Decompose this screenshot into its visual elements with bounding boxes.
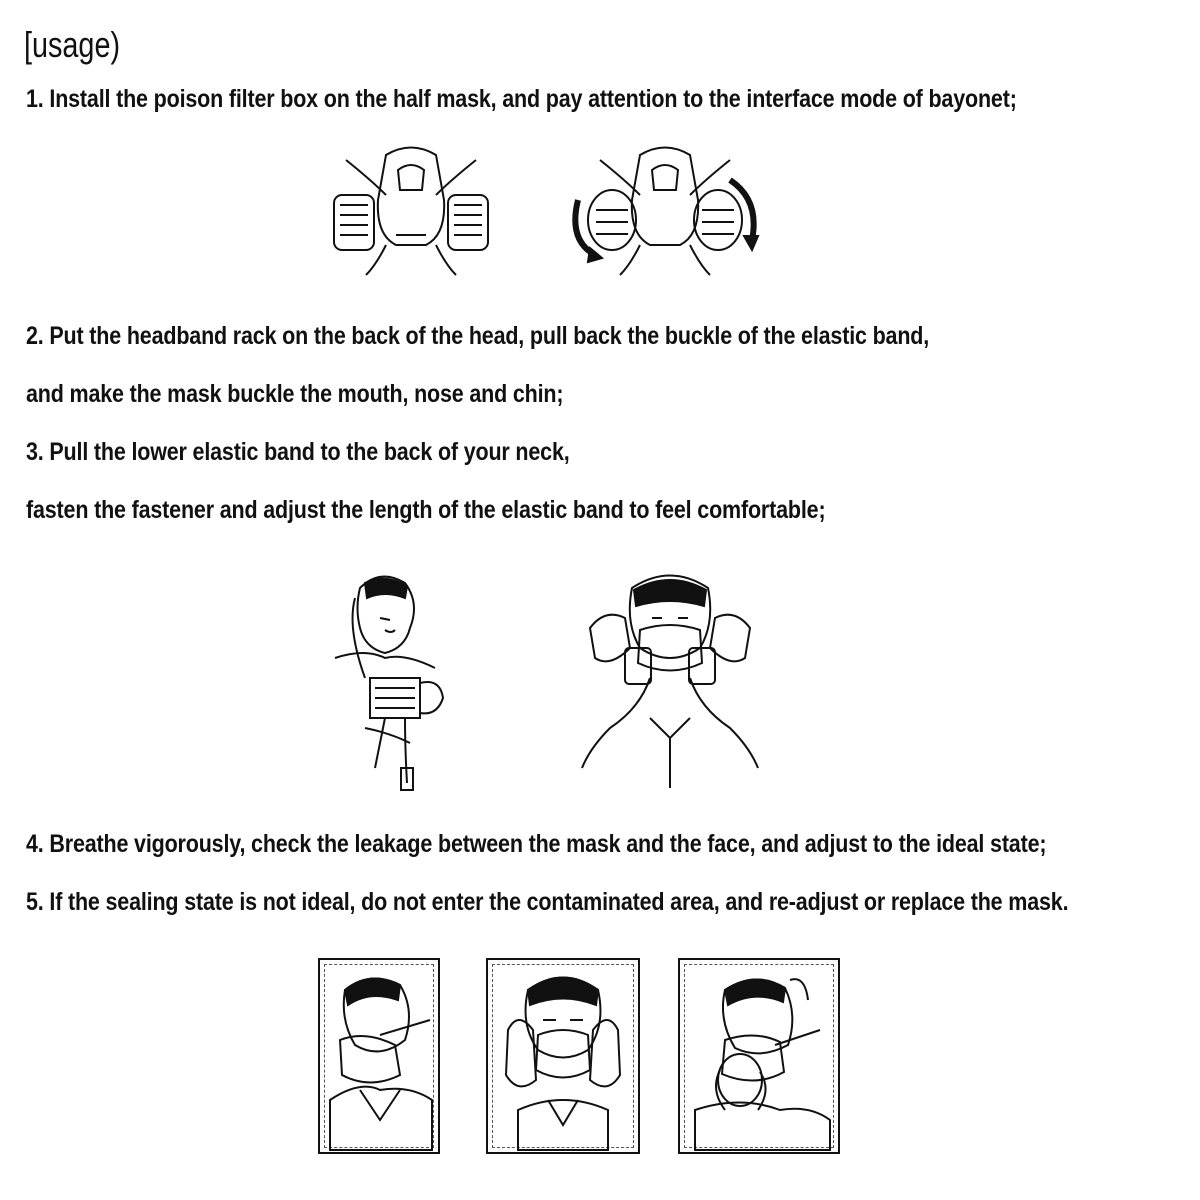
step-3-text-line-2: fasten the fastener and adjust the length of the elastic band to feel comfortable;: [26, 496, 826, 524]
half-mask-with-filters-figure: [326, 140, 496, 280]
step-2-text-line-2: and make the mask buckle the mouth, nose and chin;: [26, 380, 564, 408]
page-title: [usage): [24, 24, 121, 65]
step-4-text: 4. Breathe vigorously, check the leakage between the mask and the face, and adjust to the ideal state;: [26, 830, 1047, 858]
person-adjusting-headband-figure: [570, 568, 770, 793]
check-leak-front-view-figure: [486, 958, 640, 1154]
half-mask-bayonet-rotation-figure: [560, 140, 770, 280]
step-1-text: 1. Install the poison filter box on the half mask, and pay attention to the interface mode of bayonet;: [26, 85, 1017, 113]
check-leak-hand-cover-figure: [678, 958, 840, 1154]
step-3-text-line-1: 3. Pull the lower elastic band to the back of your neck,: [26, 438, 570, 466]
step-2-text-line-1: 2. Put the headband rack on the back of the head, pull back the buckle of the elastic band,: [26, 322, 930, 350]
step-5-text: 5. If the sealing state is not ideal, do not enter the contaminated area, and re-adjust or replace the mask.: [26, 888, 1069, 916]
person-fastening-lower-band-figure: [325, 568, 455, 798]
check-leak-side-view-figure: [318, 958, 440, 1154]
